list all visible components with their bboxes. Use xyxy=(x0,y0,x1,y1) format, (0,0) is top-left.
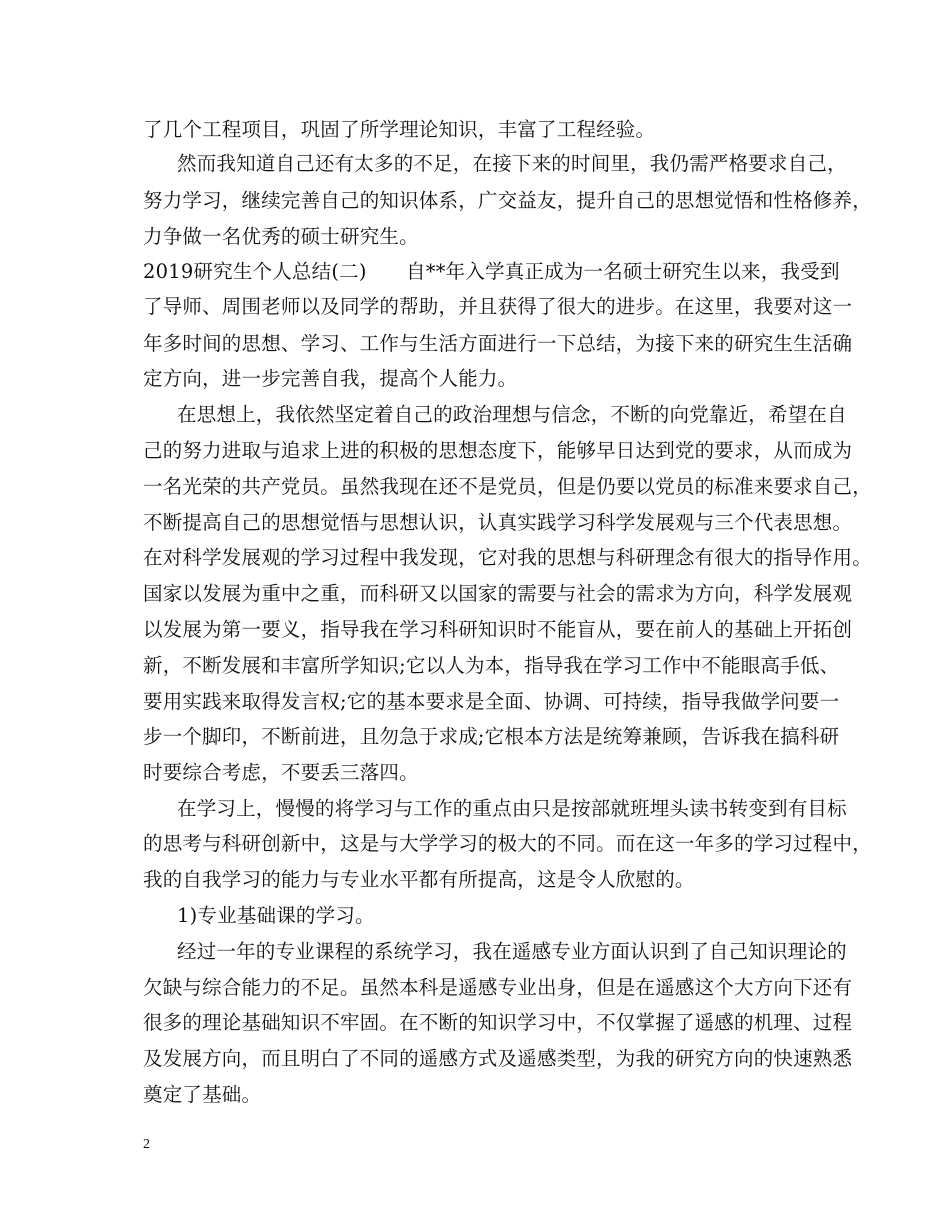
text-line: 步一个脚印，不断前进，且勿急于求成;它根本方法是统筹兼顾，告诉我在搞科研 xyxy=(143,725,840,748)
text-line: 要用实践来取得发言权;它的基本要求是全面、协调、可持续，指导我做学问要一 xyxy=(143,690,840,713)
text-line: 2019研究生个人总结(二) 自**年入学真正成为一名硕士研究生以来，我受到 xyxy=(143,260,840,283)
text-line: 经过一年的专业课程的系统学习，我在遥感专业方面认识到了自己知识理论的 xyxy=(177,940,847,963)
text-line: 及发展方向，而且明白了不同的遥感方式及遥感类型，为我的研究方向的快速熟悉 xyxy=(143,1047,853,1070)
text-line: 我的自我学习的能力与专业水平都有所提高，这是令人欣慰的。 xyxy=(143,868,695,891)
text-line: 以发展为第一要义，指导我在学习科研知识时不能盲从，要在前人的基础上开拓创 xyxy=(143,618,853,641)
text-line: 奠定了基础。 xyxy=(143,1083,262,1106)
text-line: 然而我知道自己还有太多的不足，在接下来的时间里，我仍需严格要求自己， xyxy=(177,152,847,175)
text-line: 了导师、周围老师以及同学的帮助，并且获得了很大的进步。在这里，我要对这一 xyxy=(143,295,853,318)
text-line: 1)专业基础课的学习。 xyxy=(177,904,375,927)
text-line: 了几个工程项目，巩固了所学理论知识，丰富了工程经验。 xyxy=(143,118,656,141)
text-line: 的思考与科研创新中，这是与大学学习的极大的不同。而在这一年多的学习过程中， xyxy=(143,832,872,855)
text-line: 一名光荣的共产党员。虽然我现在还不是党员，但是仍要以党员的标准来要求自己， xyxy=(143,475,872,498)
text-line: 在对科学发展观的学习过程中我发现，它对我的思想与科研理念有很大的指导作用。 xyxy=(143,546,872,569)
text-line: 很多的理论基础知识不牢固。在不断的知识学习中，不仅掌握了遥感的机理、过程 xyxy=(143,1011,853,1034)
text-line: 新，不断发展和丰富所学知识;它以人为本，指导我在学习工作中不能眼高手低、 xyxy=(143,654,840,677)
text-line: 欠缺与综合能力的不足。虽然本科是遥感专业出身，但是在遥感这个大方向下还有 xyxy=(143,976,853,999)
text-line: 不断提高自己的思想觉悟与思想认识，认真实践学习科学发展观与三个代表思想。 xyxy=(143,511,853,534)
text-line: 年多时间的思想、学习、工作与生活方面进行一下总结，为接下来的研究生生活确 xyxy=(143,332,853,355)
text-line: 时要综合考虑，不要丢三落四。 xyxy=(143,761,419,784)
text-line: 力争做一名优秀的硕士研究生。 xyxy=(143,225,419,248)
text-line: 定方向，进一步完善自我，提高个人能力。 xyxy=(143,367,518,390)
text-line: 在学习上，慢慢的将学习与工作的重点由只是按部就班埋头读书转变到有目标 xyxy=(177,797,847,820)
text-line: 在思想上，我依然坚定着自己的政治理想与信念，不断的向党靠近，希望在自 xyxy=(177,403,847,426)
text-line: 己的努力进取与追求上进的积极的思想态度下，能够早日达到党的要求，从而成为 xyxy=(143,439,853,462)
text-line: 国家以发展为重中之重，而科研又以国家的需要与社会的需求为方向，科学发展观 xyxy=(143,582,853,605)
page-number: 2 xyxy=(143,1137,150,1152)
text-line: 努力学习，继续完善自己的知识体系，广交益友，提升自己的思想觉悟和性格修养， xyxy=(143,189,872,212)
